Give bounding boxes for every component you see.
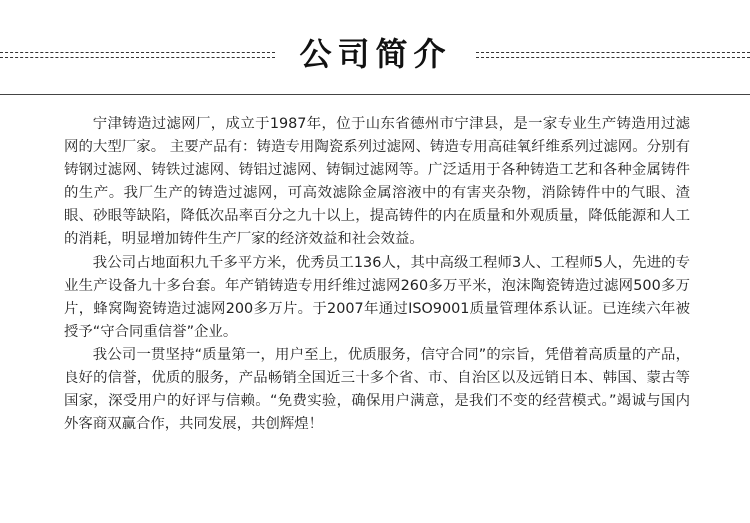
header — [0, 0, 750, 92]
company-intro-content — [64, 113, 690, 436]
intro-paragraph-scale: 我公司占地面积九千多平方米，优秀员工136人，其中高级工程师3人、工程师5人，先进的专业生产设备九十多台套。年产销铸造专用纤维过滤网260多万平米，泡沫陶瓷铸造过滤网500多万片，蜂窝陶瓷铸造过滤网200多万片。于2007年通过ISO9001质量管理体系认证。已连续六年被授予“守合同重信誉”企业。 — [64, 254, 690, 340]
header-rule-right — [476, 52, 750, 58]
header-rule-left — [0, 52, 275, 58]
page-title: 公司简介 — [299, 35, 452, 73]
intro-paragraph-philosophy: 我公司一贯坚持“质量第一，用户至上，优质服务，信守合同”的宗旨，凭借着高质量的产品，良好的信誉，优质的服务，产品畅销全国近三十多个省、市、自治区以及远销日本、韩国、蒙古等国家，深受用户的好评与信赖。“免费实验，确保用户满意，是我们不变的经营模式。”竭诚与国内外客商双赢合作，共同发展，共创辉煌！ — [64, 346, 690, 433]
intro-paragraph-company-overview: 宁津铸造过滤网厂，成立于1987年，位于山东省德州市宁津县，是一家专业生产铸造用过滤网的大型厂家。 主要产品有：铸造专用陶瓷系列过滤网、铸造专用高硅氧纤维系列过滤网。分别有铸钢过滤网、铸铁过滤网、铸铝过滤网、铸铜过滤网等。广泛适用于各种铸造工艺和各种金属铸件的生产。我厂生产的铸造过滤网，可高效滤除金属溶液中的有害夹杂物，消除铸件中的气眼、渣眼、砂眼等缺陷，降低次品率百分之九十以上，提高铸件的内在质量和外观质量，降低能源和人工的消耗，明显增加铸件生产厂家的经济效益和社会效益。 — [64, 116, 690, 248]
header-divider — [0, 94, 750, 95]
